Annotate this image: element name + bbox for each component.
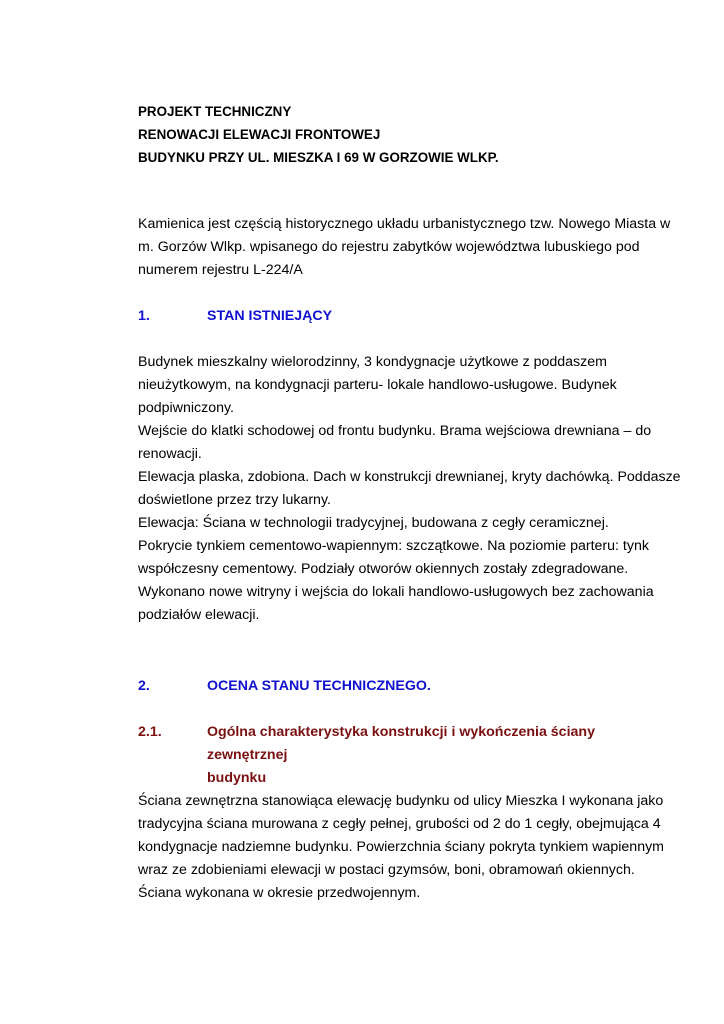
title-line-1: PROJEKT TECHNICZNY: [138, 104, 292, 119]
section-2-1-heading: [138, 721, 678, 786]
section-1-line: współczesny cementowy. Podziały otworów okiennych zostały zdegradowane.: [138, 561, 629, 577]
section-2-1-title: [207, 721, 677, 790]
section-1-line: podpiwniczony.: [138, 400, 234, 416]
section-1-line: Wejście do klatki schodowej od frontu budynku. Brama wejściowa drewniana – do: [138, 423, 652, 439]
section-2-1-title-line: Ogólna charakterystyka konstrukcji i wykończenia ściany zewnętrznej: [207, 724, 595, 763]
section-1-line: Pokrycie tynkiem cementowo-wapiennym: szczątkowe. Na poziomie parteru: tynk: [138, 538, 649, 554]
section-1-number: 1.: [138, 308, 150, 324]
section-2-1-line: Ściana zewnętrzna stanowiąca elewację budynku od ulicy Mieszka I wykonana jako: [138, 793, 664, 809]
section-2-number: 2.: [138, 678, 150, 694]
section-2-title: OCENA STANU TECHNICZNEGO.: [207, 678, 431, 694]
intro-line: Kamienica jest częścią historycznego układu urbanistycznego tzw. Nowego Miasta w: [138, 216, 671, 232]
section-1-line: Elewacja: Ściana w technologii tradycyjnej, budowana z cegły ceramicznej.: [138, 515, 609, 531]
section-2-heading: [138, 675, 431, 698]
section-2-1-number: 2.1.: [138, 724, 162, 740]
section-1-line: podziałów elewacji.: [138, 607, 260, 623]
section-2-1-line: wraz ze zdobieniami elewacji w postaci gzymsów, boni, obramowań okiennych.: [138, 862, 635, 878]
section-1-title: STAN ISTNIEJĄCY: [207, 308, 333, 324]
section-2-1-line: kondygnacje nadziemne budynku. Powierzchnia ściany pokryta tynkiem wapiennym: [138, 839, 665, 855]
section-1-body: [138, 351, 681, 627]
section-1-line: Wykonano nowe witryny i wejścia do lokali handlowo-usługowych bez zachowania: [138, 584, 654, 600]
document-title: [138, 100, 499, 169]
section-2-1-body: [138, 790, 664, 905]
section-1-heading: [138, 305, 332, 328]
intro-line: numerem rejestru L-224/A: [138, 262, 303, 278]
section-2-1-line: Ściana wykonana w okresie przedwojennym.: [138, 885, 421, 901]
section-1-line: doświetlone przez trzy lukarny.: [138, 492, 331, 508]
section-2-1-line: tradycyjna ściana murowana z cegły pełnej, grubości od 2 do 1 cegły, obejmująca 4: [138, 816, 661, 832]
section-2-1-title-line: budynku: [207, 770, 267, 786]
intro-paragraph: [138, 213, 670, 282]
section-1-line: renowacji.: [138, 446, 202, 462]
section-1-line: Elewacja plaska, zdobiona. Dach w konstrukcji drewnianej, kryty dachówką. Poddasze: [138, 469, 681, 485]
title-line-3: BUDYNKU PRZY UL. MIESZKA I 69 W GORZOWIE WLKP.: [138, 150, 499, 165]
intro-line: m. Gorzów Wlkp. wpisanego do rejestru zabytków województwa lubuskiego pod: [138, 239, 640, 255]
section-1-line: Budynek mieszkalny wielorodzinny, 3 kondygnacje użytkowe z poddaszem: [138, 354, 607, 370]
title-line-2: RENOWACJI ELEWACJI FRONTOWEJ: [138, 127, 381, 142]
section-1-line: nieużytkowym, na kondygnacji parteru- lokale handlowo-usługowe. Budynek: [138, 377, 617, 393]
